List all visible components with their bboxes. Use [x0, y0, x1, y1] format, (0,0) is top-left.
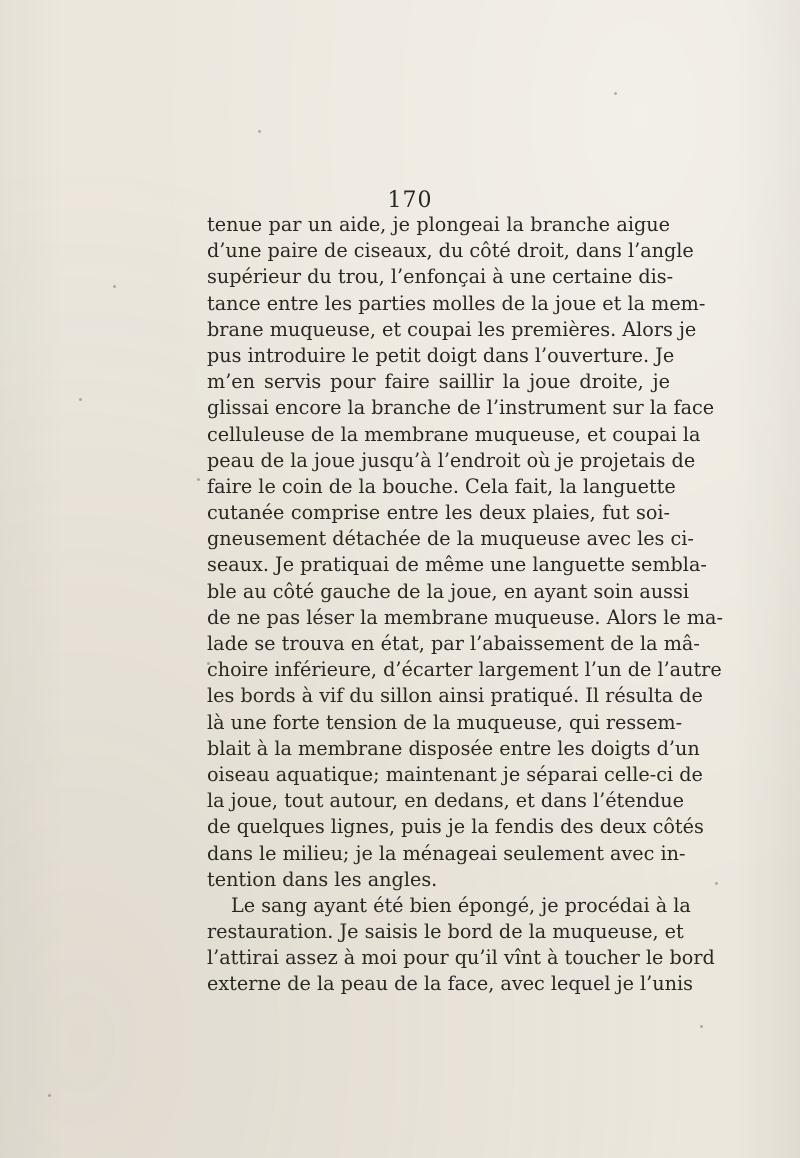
text-line: peau de la joue jusqu’à l’endroit où je projetais de — [207, 448, 696, 472]
text-line: la joue, tout autour, en dedans, et dans l’étendue — [207, 789, 684, 813]
text-line: celluleuse de la membrane muqueuse, et coupai la — [207, 422, 701, 446]
text-line: restauration. Je saisis le bord de la muqueuse, et — [207, 920, 684, 944]
text-line: tance entre les parties molles de la joue et la mem- — [207, 291, 706, 315]
text-line: là une forte tension de la muqueuse, qui ressem- — [207, 710, 683, 734]
page-number: 170 — [387, 188, 433, 213]
text-line: oiseau aquatique; maintenant je séparai celle-ci de — [207, 762, 703, 786]
text-line: pus introduire le petit doigt dans l’ouverture. Je — [207, 343, 675, 367]
text-line: externe de la peau de la face, avec lequel je l’unis — [207, 972, 693, 996]
text-line: lade se trouva en état, par l’abaissement de la mâ- — [207, 632, 700, 655]
text-line: gneusement détachée de la muqueuse avec les ci- — [207, 527, 694, 551]
text-line: faire le coin de la bouche. Cela fait, la languette — [207, 474, 676, 498]
text-line: tenue par un aide, je plongeai la branche aigue — [207, 213, 670, 236]
text-line: de ne pas léser la membrane muqueuse. Alors le ma- — [207, 605, 723, 629]
text-line: blait à la membrane disposée entre les doigts d’un — [207, 736, 700, 760]
text-line: les bords à vif du sillon ainsi pratiqué. Il résulta de — [207, 684, 703, 708]
text-line: Le sang ayant été bien épongé, je procédai à la — [231, 893, 691, 917]
body-text — [207, 212, 723, 998]
text-line: ble au côté gauche de la joue, en ayant soin aussi — [207, 579, 690, 603]
text-line: brane muqueuse, et coupai les premières. Alors je — [207, 317, 697, 341]
text-line: choire inférieure, d’écarter largement l’un de l’autre — [207, 658, 722, 682]
text-line: seaux. Je pratiquai de même une languette sembla- — [207, 553, 707, 577]
text-line: cutanée comprise entre les deux plaies, fut soi- — [207, 501, 670, 525]
text-line: glissai encore la branche de l’instrument sur la face — [207, 396, 715, 420]
text-line: supérieur du trou, l’enfonçai à une certaine dis- — [207, 265, 674, 289]
text-line: m’en servis pour faire saillir la joue droite, je — [207, 370, 670, 394]
text-line: d’une paire de ciseaux, du côté droit, dans l’angle — [207, 239, 694, 263]
text-line: l’attirai assez à moi pour qu’il vînt à toucher le bord — [207, 946, 715, 970]
text-line: de quelques lignes, puis je la fendis des deux côtés — [207, 815, 704, 839]
text-line: dans le milieu; je la ménageai seulement avec in- — [207, 841, 686, 865]
text-line: tention dans les angles. — [207, 867, 438, 891]
